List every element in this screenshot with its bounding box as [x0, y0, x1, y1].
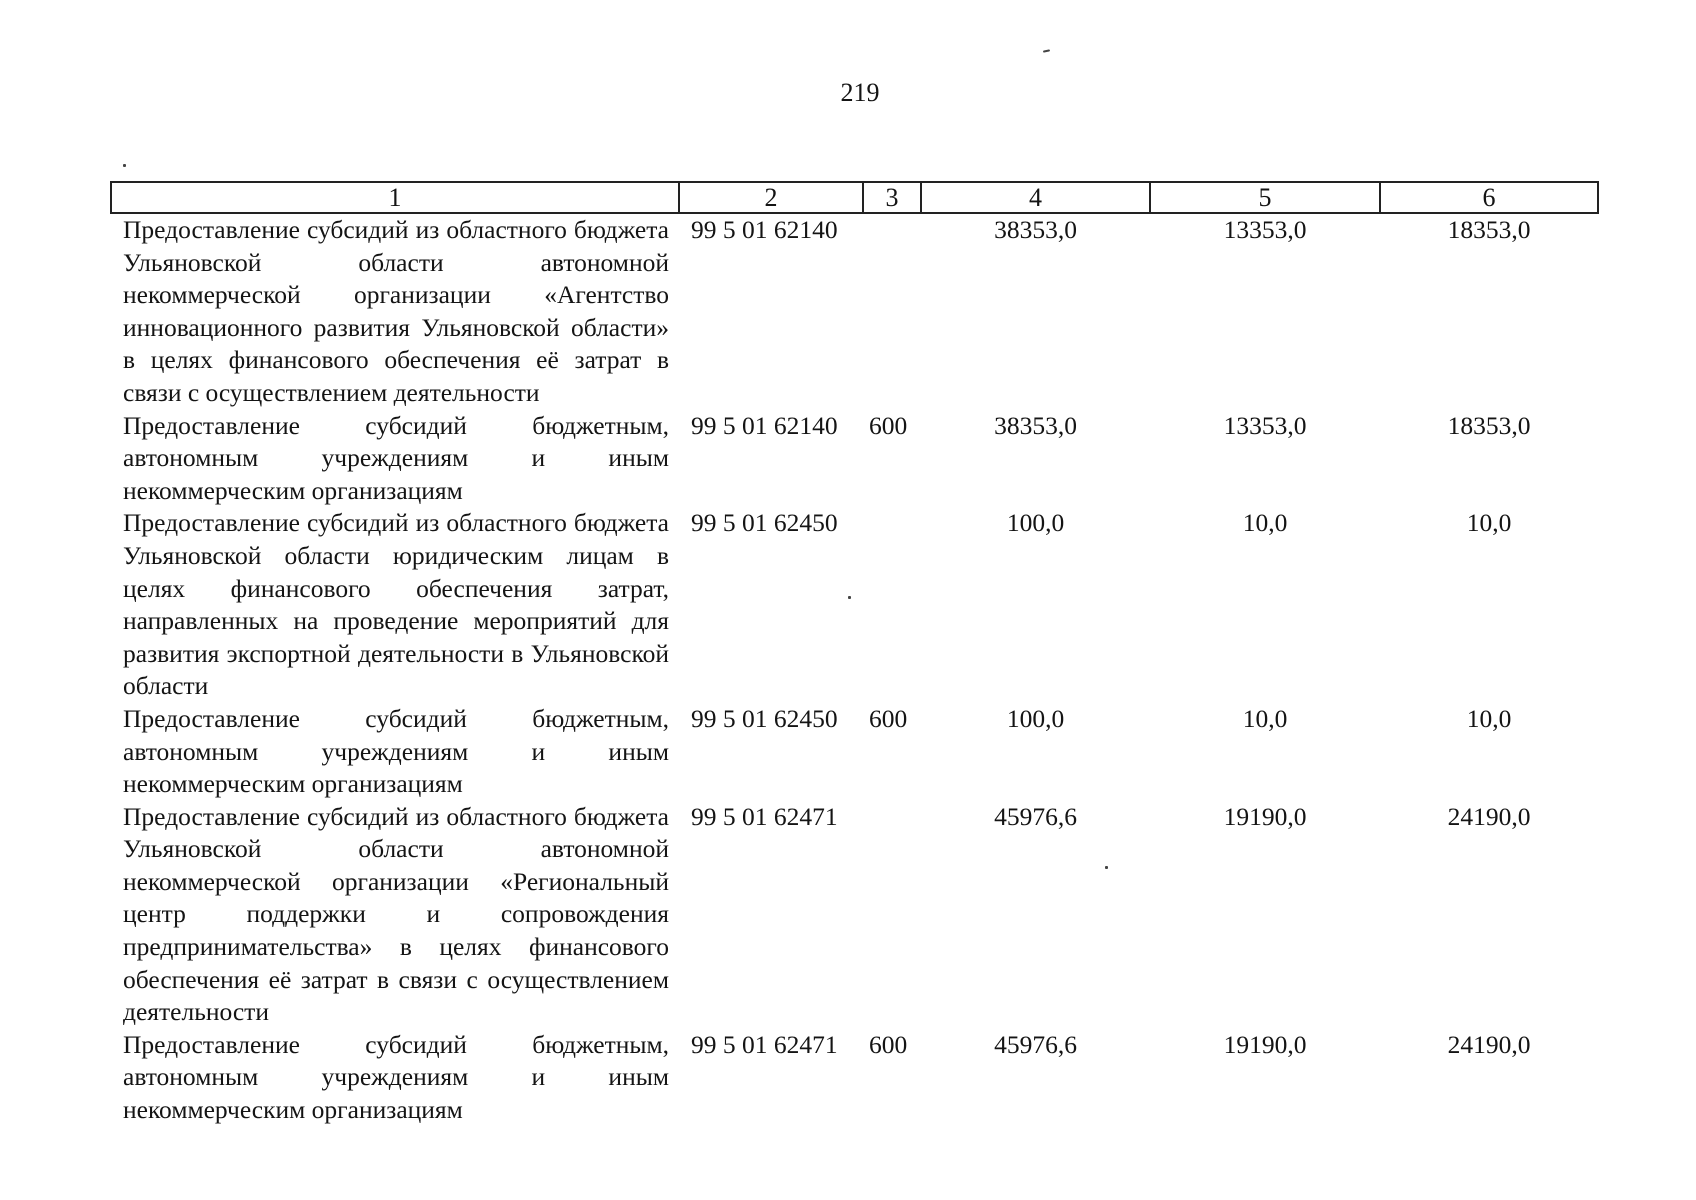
row-value-col4: 45976,6 [994, 801, 1077, 831]
row-value-col6: 10,0 [1466, 703, 1512, 733]
row-target-code: 99 5 01 62140 [691, 215, 838, 244]
column-header-3: 3 [863, 182, 921, 213]
scan-speck [123, 164, 126, 167]
row-value-col5: 19190,0 [1223, 1029, 1307, 1059]
row-expense-type: 600 [869, 410, 908, 440]
row-description: Предоставление субсидий из областного бюджета Ульяновской области автономной некоммерческой организации «Агентство инновационного развития Ульяновской области» в целях финансового обеспечения её затрат в связи с осуществлением деятельности [123, 215, 669, 407]
column-header-4: 4 [921, 182, 1150, 213]
page-number: 219 [840, 78, 880, 107]
row-value-col6: 10,0 [1466, 508, 1512, 538]
row-expense-type [863, 507, 921, 703]
budget-table [110, 181, 1599, 1127]
column-header-6: 6 [1380, 182, 1598, 213]
row-expense-type: 600 [869, 703, 908, 733]
table-row [111, 410, 1598, 508]
row-description: Предоставление субсидий бюджетным, автономным учреждениям и иным некоммерческим организациям [123, 410, 669, 505]
row-target-code: 99 5 01 62450 [691, 508, 838, 538]
table-row [111, 1029, 1598, 1127]
row-value-col6: 24190,0 [1447, 801, 1531, 831]
row-value-col6: 18353,0 [1447, 410, 1531, 440]
row-expense-type [863, 801, 921, 1029]
column-header-2: 2 [679, 182, 863, 213]
row-value-col5: 13353,0 [1223, 215, 1307, 244]
row-target-code: 99 5 01 62471 [691, 801, 838, 831]
row-value-col4: 100,0 [1006, 508, 1065, 538]
row-value-col4: 38353,0 [994, 410, 1077, 440]
table-row [111, 507, 1598, 703]
row-value-col4: 45976,6 [994, 1029, 1077, 1059]
row-description: Предоставление субсидий бюджетным, автономным учреждениям и иным некоммерческим организациям [123, 703, 669, 799]
column-header-1: 1 [111, 182, 679, 213]
budget-table-container [110, 181, 1599, 1127]
header-row [111, 182, 1598, 213]
row-expense-type [863, 213, 921, 410]
row-value-col6: 18353,0 [1447, 215, 1531, 244]
row-value-col5: 10,0 [1242, 508, 1288, 538]
row-value-col5: 19190,0 [1223, 801, 1307, 831]
row-target-code: 99 5 01 62450 [691, 703, 838, 733]
row-description: Предоставление субсидий бюджетным, автономным учреждениям и иным некоммерческим организациям [123, 1029, 669, 1125]
table-row [111, 703, 1598, 801]
row-target-code: 99 5 01 62471 [691, 1029, 838, 1059]
table-row [111, 213, 1598, 410]
column-header-5: 5 [1150, 182, 1380, 213]
row-value-col5: 13353,0 [1223, 410, 1307, 440]
row-value-col6: 24190,0 [1447, 1029, 1531, 1059]
row-expense-type: 600 [869, 1029, 908, 1059]
row-value-col4: 100,0 [1006, 703, 1065, 733]
row-target-code: 99 5 01 62140 [691, 410, 838, 440]
row-description: Предоставление субсидий из областного бюджета Ульяновской области автономной некоммерческой организации «Региональный центр поддержки и сопровождения предпринимательства» в целях финансового обеспечения её затрат в связи с осуществлением деятельности [123, 801, 669, 1027]
scan-speck [1043, 49, 1050, 52]
row-value-col4: 38353,0 [994, 215, 1077, 244]
row-description: Предоставление субсидий из областного бюджета Ульяновской области юридическим лицам в целях финансового обеспечения затрат, направленных на проведение мероприятий для развития экспортной деятельности в Ульяновской области [123, 508, 669, 701]
table-row [111, 801, 1598, 1029]
row-value-col5: 10,0 [1242, 703, 1288, 733]
